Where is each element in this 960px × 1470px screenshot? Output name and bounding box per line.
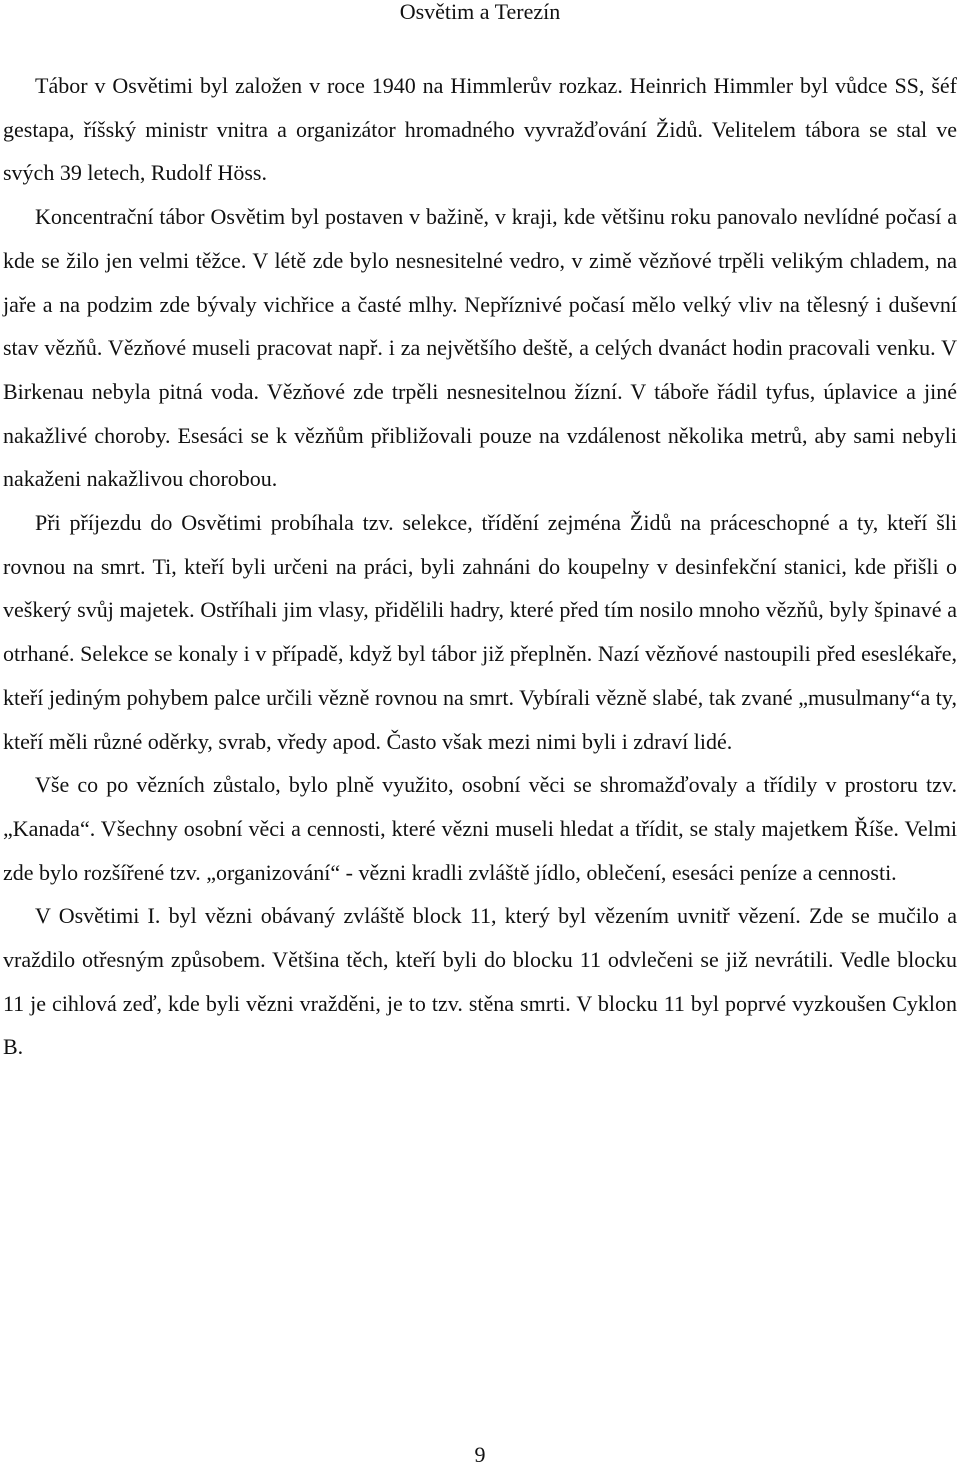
body-text: [3, 64, 957, 1069]
page-title: Osvětim a Terezín: [399, 0, 561, 24]
paragraph-kanada: Vše co po vězních zůstalo, bylo plně využito, osobní věci se shromažďovaly a třídily v prostoru tzv. „Kanada“. Všechny osobní věci a cennosti, které vězni museli hledat a třídit, se staly majetkem Říše. Velmi zde bylo rozšířené tzv. „organizování“ - vězni kradli zvláště jídlo, oblečení, esesáci peníze a cennosti.: [3, 772, 957, 885]
paragraph-conditions: Koncentrační tábor Osvětim byl postaven v bažině, v kraji, kde většinu roku panovalo nevlídné počasí a kde se žilo jen velmi těžce. V létě zde bylo nesnesitelné vedro, v zimě vězňové trpěli velikým chladem, na jaře a na podzim zde bývaly vichřice a časté mlhy. Nepříznivé počasí mělo velký vliv na tělesný i duševní stav vězňů. Vězňové museli pracovat např. i za největšího deště, a celých dvanáct hodin pracovali venku. V Birkenau nebyla pitná voda. Vězňové zde trpěli nesnesitelnou žízní. V táboře řádil tyfus, úplavice a jiné nakažlivé choroby. Esesáci se k vězňům přibližovali pouze na vzdálenost několika metrů, aby sami nebyli nakaženi nakažlivou chorobou.: [3, 204, 957, 492]
paragraph-founding: Tábor v Osvětimi byl založen v roce 1940 na Himmlerův rozkaz. Heinrich Himmler byl vůdce SS, šéf gestapa, říšský ministr vnitra a organizátor hromadného vyvražďování Židů. Velitelem tábora se stal ve svých 39 letech, Rudolf Höss.: [3, 73, 957, 186]
paragraph-block-11: V Osvětimi I. byl vězni obávaný zvláště block 11, který byl vězením uvnitř vězení. Zde se mučilo a vraždilo otřesným způsobem. Většina těch, kteří byli do blocku 11 odvlečeni se již nevrátili. Vedle blocku 11 je cihlová zeď, kde byli vězni vražděni, je to tzv. stěna smrti. V blocku 11 byl poprvé vyzkoušen Cyklon B.: [3, 903, 957, 1060]
document-page: [3, 0, 957, 1060]
page-number: 9: [474, 1442, 486, 1467]
paragraph-selection: Při příjezdu do Osvětimi probíhala tzv. selekce, třídění zejména Židů na práceschopné a ty, kteří šli rovnou na smrt. Ti, kteří byli určeni na práci, byli zahnáni do koupelny v desinfekční stanici, kde přišli o veškerý svůj majetek. Ostříhali jim vlasy, přidělili hadry, které před tím nosilo mnoho vězňů, byly špinavé a otrhané. Selekce se konaly i v případě, když byl tábor již přeplněn. Nazí vězňové nastoupili před eseslékaře, kteří jediným pohybem palce určili vězně rovnou na smrt. Vybírali vězně slabé, tak zvané „musulmany“a ty, kteří měli různé oděrky, svrab, vředy apod. Často však mezi nimi byli i zdraví lidé.: [3, 510, 957, 754]
